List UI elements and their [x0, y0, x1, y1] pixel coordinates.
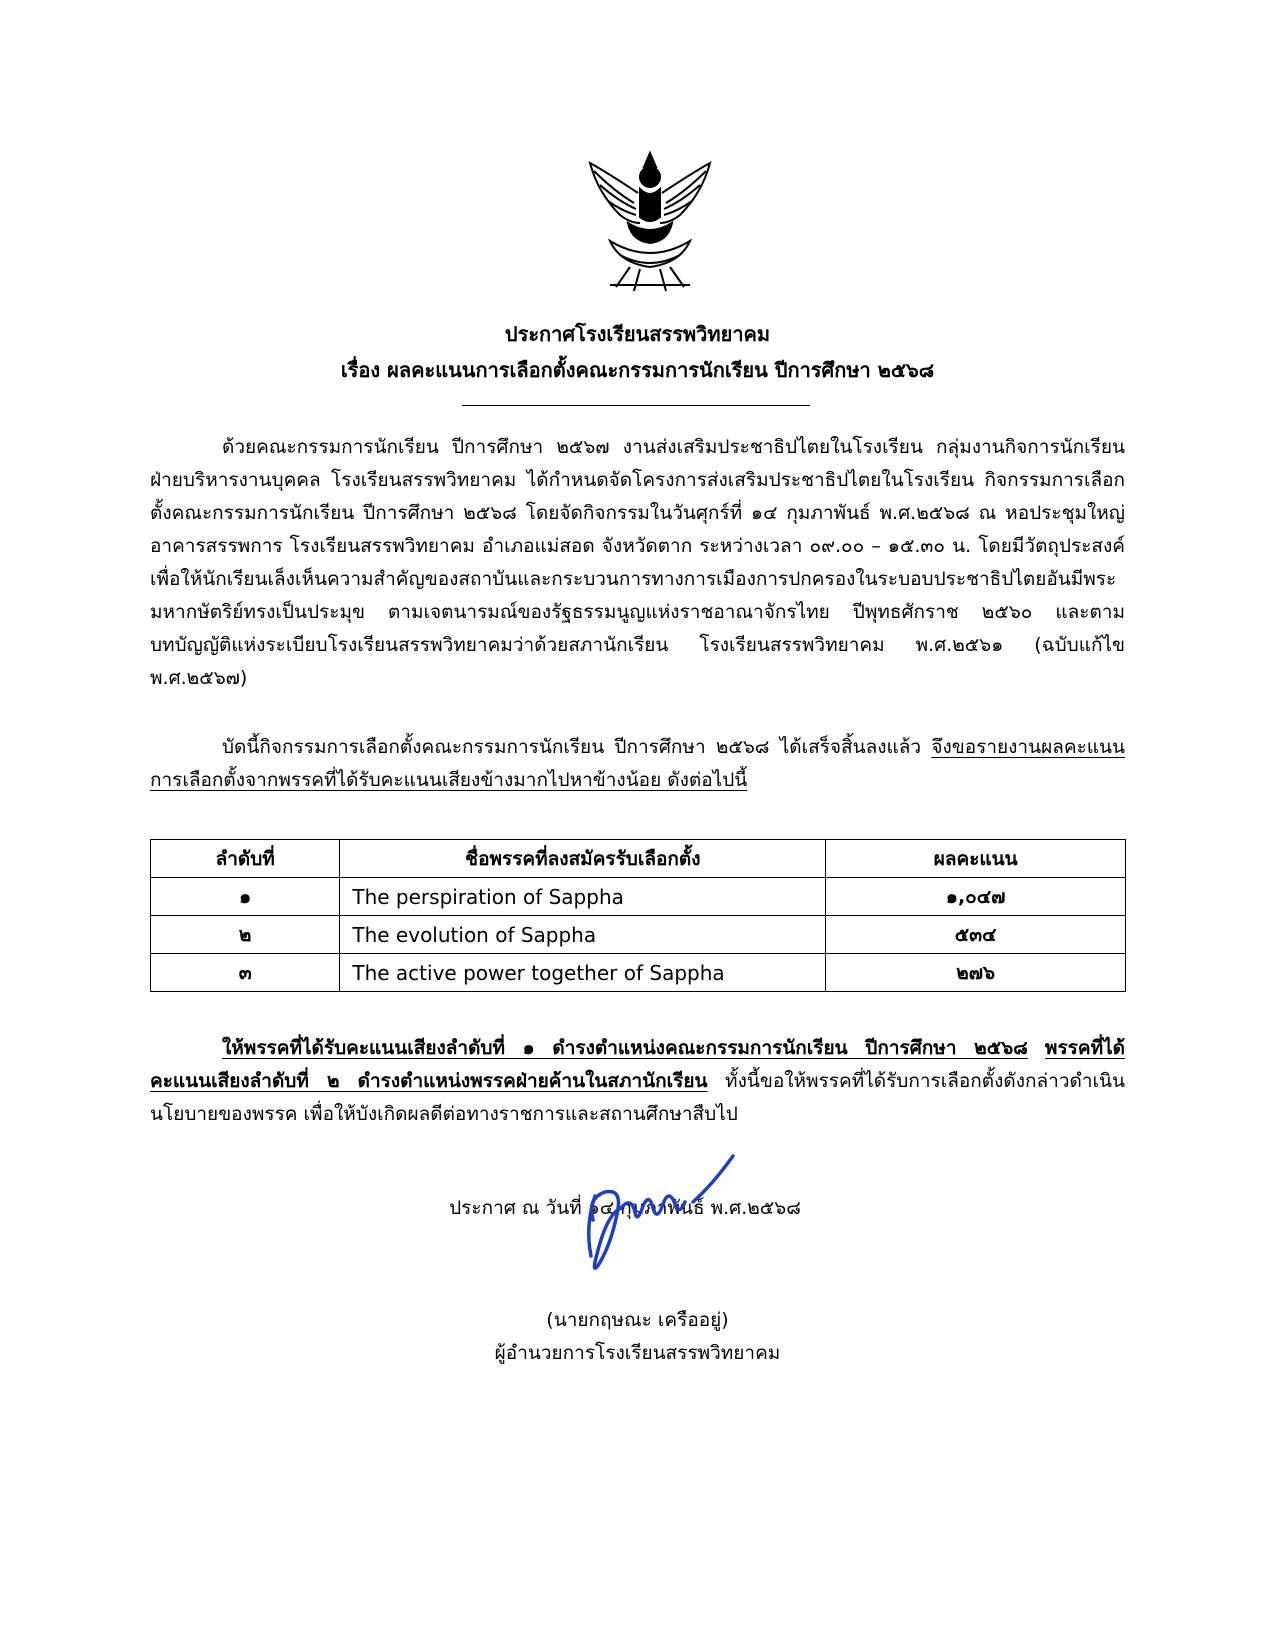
rank-cell: ๑ [151, 878, 340, 916]
rank-cell: ๒ [151, 916, 340, 954]
paragraph-intro [150, 431, 1125, 695]
table-row [151, 954, 1126, 992]
score-cell: ๕๓๔ [826, 916, 1126, 954]
announcement-subject: เรื่อง ผลคะแนนการเลือกตั้งคณะกรรมการนักเรียน ปีการศึกษา ๒๕๖๘ [340, 358, 935, 382]
signer-position: ผู้อำนวยการโรงเรียนสรรพวิทยาคม [494, 1342, 781, 1364]
signer-name: (นายกฤษณะ เครืออยู่) [546, 1309, 729, 1331]
signature-image [575, 1150, 775, 1310]
rank-cell: ๓ [151, 954, 340, 992]
paragraph-report-underlined: จึงขอรายงานผลคะแนนการเลือกตั้งจากพรรคที่ได้รับคะแนนเสียงข้างมากไปหาข้างน้อย ดังต่อไปนี้ [150, 736, 1125, 791]
results-table [150, 839, 1126, 992]
header-score: ผลคะแนน [826, 840, 1126, 878]
table-header-row [151, 840, 1126, 878]
score-cell: ๑,๐๔๗ [826, 878, 1126, 916]
garuda-emblem-icon [580, 145, 720, 295]
paragraph-report-text: บัดนี้กิจกรรมการเลือกตั้งคณะกรรมการนักเรียน ปีการศึกษา ๒๕๖๘ ได้เสร็จสิ้นลงแล้ว [222, 736, 932, 758]
paragraph-intro-text: ด้วยคณะกรรมการนักเรียน ปีการศึกษา ๒๕๖๗ งานส่งเสริมประชาธิปไตยในโรงเรียน กลุ่มงานกิจการนักเรียน ฝ่ายบริหารงานบุคคล โรงเรียนสรรพวิทยาคม ได้กำหนดจัดโครงการส่งเสริมประชาธิปไตยในโรงเรียน กิจกรรมการเลือกตั้งคณะกรรมการนักเรียน ปีการศึกษา ๒๕๖๘ โดยจัดกิจกรรมในวันศุกร์ที่ ๑๔ กุมภาพันธ์ พ.ศ.๒๕๖๘ ณ หอประชุมใหญ่ อาคารสรรพการ โรงเรียนสรรพวิทยาคม อำเภอแม่สอด จังหวัดตาก ระหว่างเวลา ๐๙.๐๐ – ๑๕.๓๐ น. โดยมีวัตถุประสงค์เพื่อให้นักเรียนเล็งเห็นความสำคัญของสถาบันและกระบวนการทางการเมืองการปกครองในระบอบประชาธิปไตยอันมีพระมหากษัตริย์ทรงเป็นประมุข ตามเจตนารมณ์ของรัฐธรรมนูญแห่งราชอาณาจักรไทย ปีพุทธศักราช ๒๕๖๐ และตามบทบัญญัติแห่งระเบียบโรงเรียนสรรพวิทยาคมว่าด้วยสภานักเรียน โรงเรียนสรรพวิทยาคม พ.ศ.๒๕๖๑ (ฉบับแก้ไข พ.ศ.๒๕๖๗) [150, 436, 1125, 689]
header-rank: ลำดับที่ [151, 840, 340, 878]
party-cell: The perspiration of Sappha [340, 878, 826, 916]
paragraph-report [150, 731, 1125, 797]
announcement-date: ประกาศ ณ วันที่ ๑๔ กุมภาพันธ์ พ.ศ.๒๕๖๘ [449, 1197, 801, 1219]
conclusion-winner-text: ให้พรรคที่ได้รับคะแนนเสียงลำดับที่ ๑ ดำรงตำแหน่งคณะกรรมการนักเรียน ปีการศึกษา ๒๕๖๘ [222, 1037, 1028, 1059]
title-divider [462, 405, 810, 406]
conclusion-closing-text: ทั้งนี้ขอให้พรรคที่ได้รับการเลือกตั้งดังกล่าวดำเนินนโยบายของพรรค เพื่อให้บังเกิดผลดีต่อทางราชการและสถานศึกษาสืบไป [150, 1070, 1125, 1125]
table-row [151, 916, 1126, 954]
conclusion-opposition-text: พรรคที่ได้คะแนนเสียงลำดับที่ ๒ ดำรงตำแหน่งพรรคฝ่ายค้านในสภานักเรียน [150, 1037, 1125, 1092]
score-cell: ๒๗๖ [826, 954, 1126, 992]
table-row [151, 878, 1126, 916]
party-cell: The evolution of Sappha [340, 916, 826, 954]
announcement-title: ประกาศโรงเรียนสรรพวิทยาคม [504, 322, 771, 346]
party-cell: The active power together of Sappha [340, 954, 826, 992]
paragraph-conclusion [150, 1032, 1125, 1131]
header-party: ชื่อพรรคที่ลงสมัครรับเลือกตั้ง [340, 840, 826, 878]
